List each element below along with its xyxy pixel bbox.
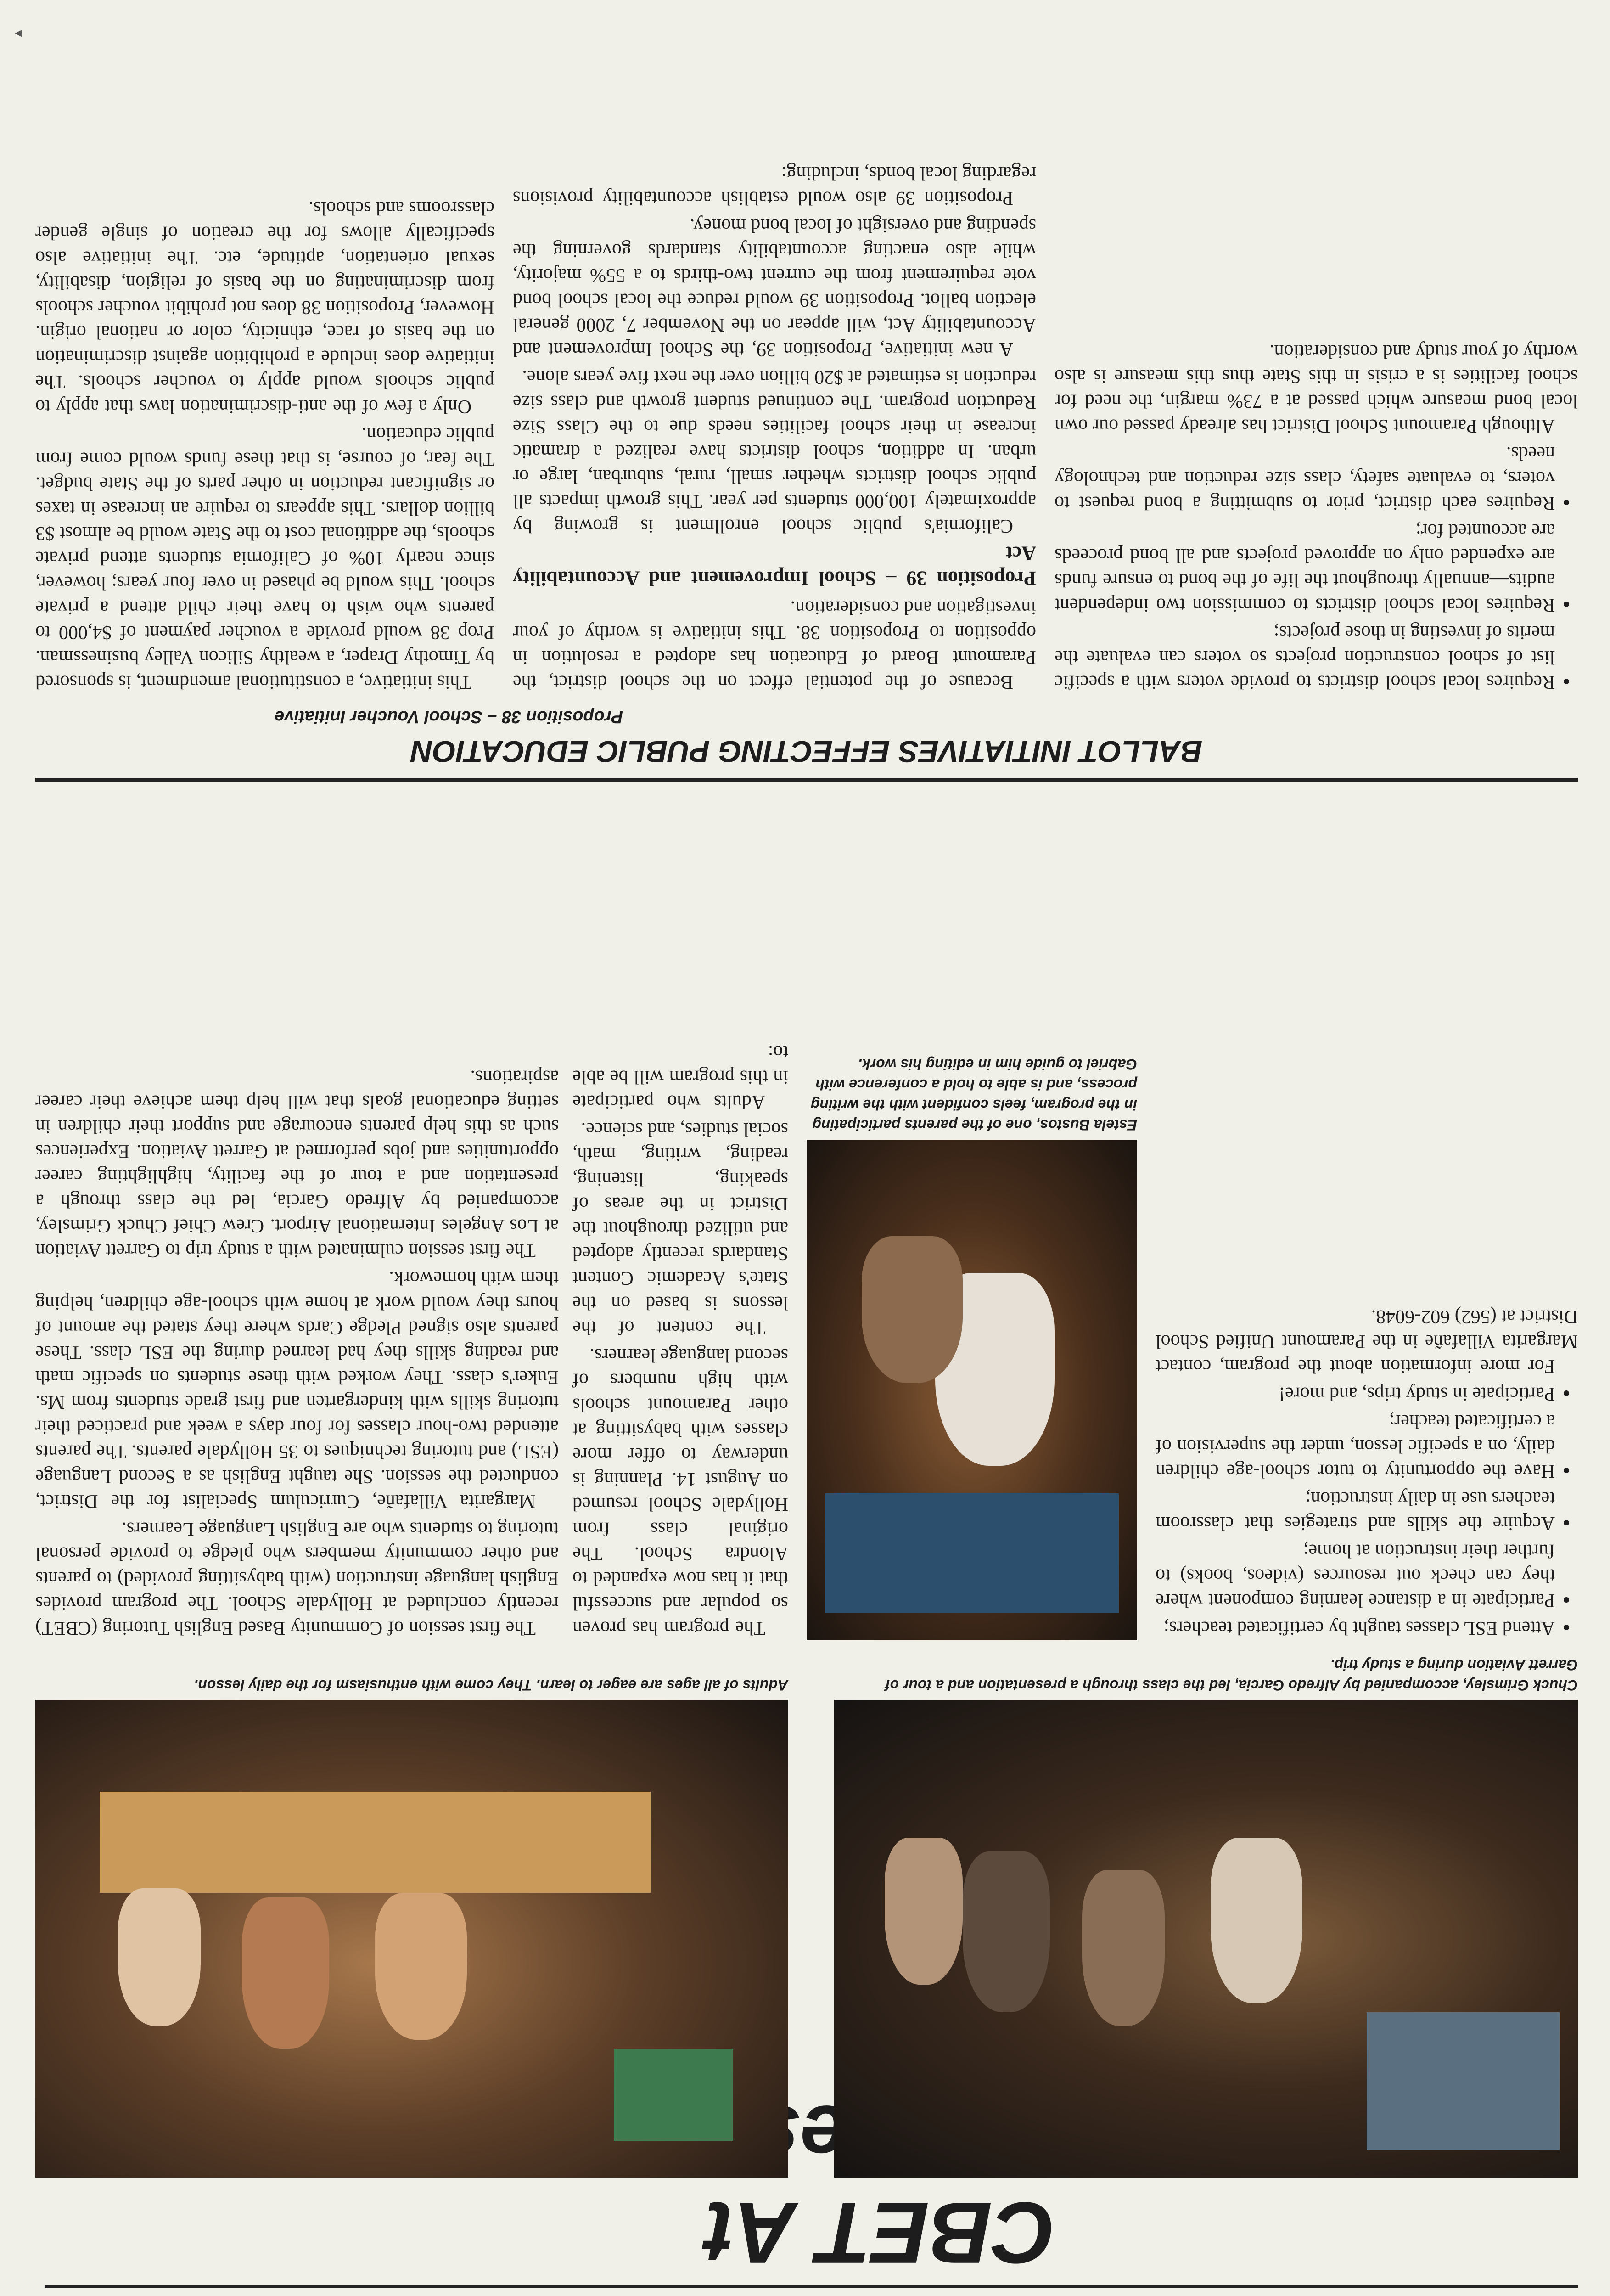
cbet-paragraph: The first session of Community Based English Tutoring (CBET) recently concluded at Hollydale School. The program provides English language instruction (with babysitting provided) to parents and other community members who pledge to provide personal tutoring to students who are English Language Learners.: [35, 1518, 559, 1638]
list-item: • Requires local school districts to commission two independent audits—annually throughout the life of the bond to ensure funds are expended only on approved projects and all bond proceeds are accounted for;: [1055, 518, 1555, 617]
list-item: • Acquire the skills and strategies that classroom teachers use in daily instruction;: [1156, 1486, 1555, 1536]
ballot-paragraph: Because of the potential effect on the school district, the Paramount Board of Education has adopted a resolution in opposition to Proposition 38. This initiative is worthy of your investigation and consideration.: [513, 597, 1036, 692]
caption-study-trip: Chuck Grimsley, accompanied by Alfredo Garcia, led the class through a presentation and a tour of Garrett Aviation during a study trip.: [885, 1657, 1578, 1694]
list-item: • Have the opportunity to tutor school-age children daily, on a specific lesson, under the supervision of a certificated teacher;: [1156, 1409, 1555, 1483]
list-item: • Requires each district, prior to submitting a bond request to voters, to evaluate safety, class size reduction and technology needs.: [1055, 441, 1555, 515]
prop39-heading: Proposition 39 – School Improvement and Accountability Act: [513, 542, 1036, 590]
ballot-column-2: [513, 28, 1036, 694]
ballot-section-title: BALLOT INITIATIVES EFFECTING PUBLIC EDUCATION: [410, 735, 1203, 769]
cbet-paragraph: The content of the lessons is based on the State's Academic Content Standards recently adopted and utilized throughout the District in the areas of speaking, listening, reading, writing, math, social studies, and science.: [572, 1119, 788, 1338]
ballot-paragraph: This initiative, a constitutional amendment, is sponsored by Timothy Draper, a wealthy Silicon Valley businessman. Prop 38 would provide a voucher payment of $4,000 to parents who wish to have their child attend a private school. This would be phased in over four years; however, since nearly 10% of California students attend private schools, the additional cost to the State would be almost $3 billion dollars. This appears to require an increase in taxes or significant reduction in other parts of the State budget. The fear, of course, is that these funds would come from public education.: [35, 423, 494, 692]
photo-study-trip: [834, 1700, 1578, 2178]
cbet-paragraph: The first session culminated with a study trip to Garrett Aviation at Los Angeles International Airport. Crew Chief Chuck Grimsley, accompanied by Alfredo Garcia, led the class through a presentation and a tour of the facility, highlighting career opportunities and jobs performed at Garrett Aviation. Experiences such as this help parents encourage and support their children in setting educational goals that will help them achieve their career aspirations.: [35, 1066, 559, 1261]
page-header: [45, 2285, 1578, 2296]
ballot-paragraph: Proposition 39 also would establish accountability provisions regarding local bonds, including:: [513, 163, 1036, 208]
cbet-column-1: [35, 786, 559, 1640]
ballot-subhead: Proposition 38 – School Voucher Initiative: [275, 707, 623, 726]
article-headline: CBET At Best: [705, 2088, 1055, 2281]
cbet-paragraph: Margarita Villafañe, Curriculum Specialist for the District, conducted the session. She taught English as a Second Language (ESL) and tutoring techniques to 35 Hollydale parents. The parents attended two-hour classes for four days a week and practiced their tutoring skills with kindergarten and first grade students from Ms. Euker's class. They worked with these students on specific math and reading skills they had learned during the ESL class. These parents also signed Pledge Cards where they stated the amount of hours they would work at home with school-age children, helping them with homework.: [35, 1267, 559, 1512]
list-item: • Requires local school districts to provide voters with a specific list of school construction projects so voters can evaluate the merits of investing in those projects;: [1055, 620, 1555, 694]
cbet-column-3: [1156, 786, 1578, 1640]
cbet-contact: For more information about the program, contact Margarita Villafañe in the Paramount Unified School District at (562) 602-6048.: [1156, 1306, 1578, 1377]
caption-classroom: Adults of all ages are eager to learn. They come with enthusiasm for the daily lesson.: [194, 1677, 788, 1694]
photo-parent-writing: [807, 1140, 1137, 1640]
ballot-paragraph: Only a few of the anti-discrimination laws that apply to public schools would apply to voucher schools. The initiative does include a prohibition against discrimination on the basis of race, ethnicity, color or national origin. However, Proposition 38 does not prohibit voucher schools from discriminating on the basis of religion, disability, sexual orientation, aptitude, etc. The initiative also specifically allows for the creation of single gender classrooms and schools.: [35, 197, 494, 417]
accountability-list: [1055, 441, 1578, 694]
cbet-column-2: [572, 786, 788, 1640]
ballot-paragraph: Although Paramount School District has already passed our own local bond measure which passed at a 73% margin, the need for school facilities is a crisis in this State thus this measure is also worthy of your study and consideration.: [1055, 341, 1578, 436]
ballot-paragraph: California's public school enrollment is growing by approximately 100,000 students per year. This growth impacts all public school districts whether small, rural, suburban, large or urban. In addition, school districts have realized a dramatic increase in their school facilities needs due to the Class Size Reduction program. The continued student growth and class size reduction is estimated at $20 billion over the next five years alone.: [513, 366, 1036, 536]
list-item: • Participate in study trips, and more!: [1156, 1381, 1555, 1406]
cbet-paragraph: Adults who participate in this program will be able to:: [572, 1041, 788, 1112]
section-divider: [35, 778, 1578, 782]
list-item: • Participate in a distance learning component where they can check out resources (videos, books) to further their instruction at home;: [1156, 1538, 1555, 1613]
ballot-column-1: [35, 28, 494, 694]
ballot-column-3: [1055, 28, 1578, 694]
caption-parent-writing: Estela Bustos, one of the parents participating in the program, feels confident with the writing process, and is able to hold a conference with Gabriel to guide him in editing his work.: [810, 1056, 1137, 1133]
ballot-paragraph: A new initiative, Proposition 39, the School Improvement and Accountability Act, will appear on the November 7, 2000 general election ballot. Proposition 39 would reduce the local school bond vote requirement from the current two-thirds to a 55% majority, while also enacting accountability standards governing the spending and oversight of local bond money.: [513, 215, 1036, 360]
cbet-paragraph: The program has proven so popular and successful that it has now expanded to Alondra School. The original class from Hollydale School resumed on August 14. Planning is underway to offer more classes with babysitting at other Paramount schools with high numbers of second language learners.: [572, 1345, 788, 1638]
list-item: • Attend ESL classes taught by certificated teachers;: [1156, 1615, 1555, 1640]
registration-mark: ▸: [14, 27, 22, 42]
photo-classroom: [35, 1700, 788, 2178]
cbet-benefit-list: [1156, 1381, 1578, 1640]
